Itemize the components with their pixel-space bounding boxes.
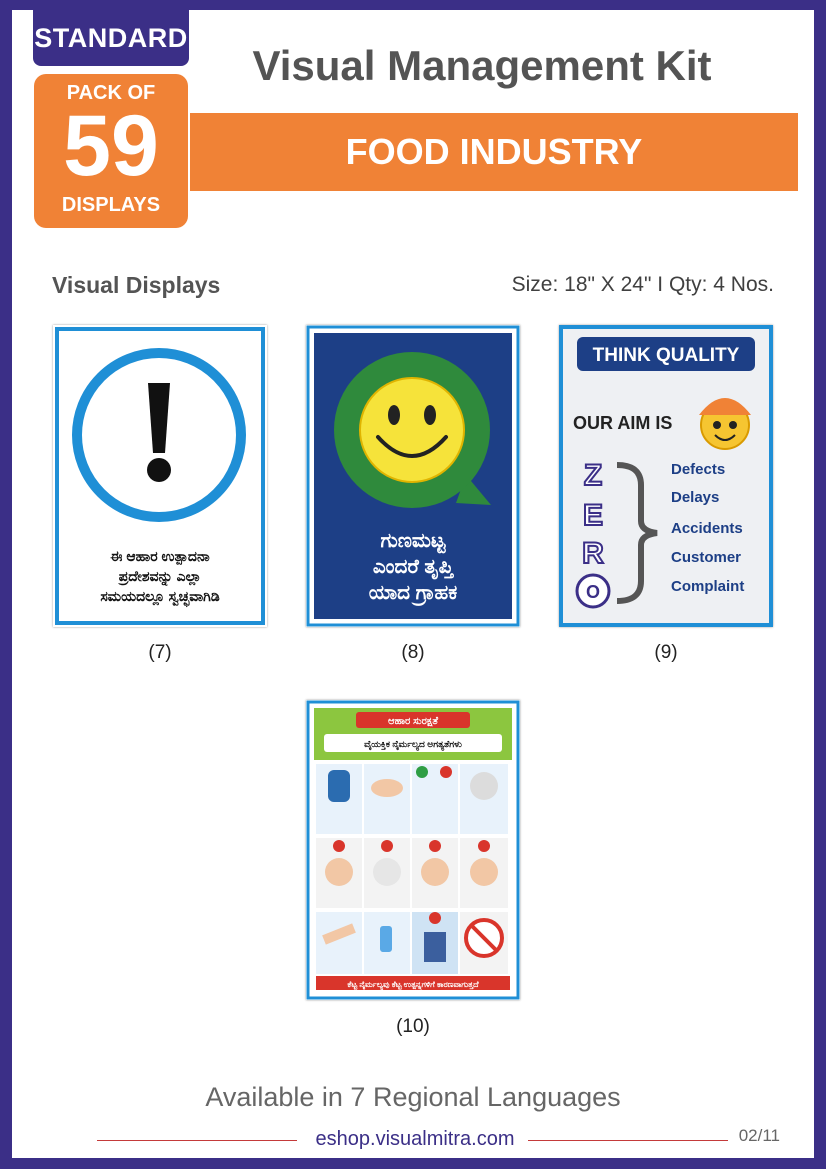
hygiene-grid [316, 764, 508, 974]
zero-letter-r: R [582, 537, 604, 570]
poster-10 [306, 700, 520, 1000]
poster-7-line-2: ಪ್ರದೇಶವನ್ನು ಎಲ್ಲಾ [118, 568, 202, 584]
poster-7-art [53, 325, 267, 627]
size-qty [512, 273, 774, 297]
poster-7-line-3: ಸಮಯದಲ್ಲೂ ಸ್ವಚ್ಛವಾಗಿಡಿ [100, 588, 220, 604]
footer-rule-right [528, 1140, 728, 1141]
size-value: 18" X 24" I Qty: [564, 273, 708, 296]
zero-letter-e: E [582, 499, 604, 532]
caption-10: (10) [396, 1016, 430, 1037]
pack-of-label: PACK OF [66, 82, 156, 104]
poster-9-item: Delays [671, 489, 720, 506]
section-label: Visual Displays [52, 272, 221, 298]
poster-8-line-2: ಎಂದರೆ ತೃಪ್ತಿ [372, 556, 454, 578]
poster-9-item: Accidents [671, 520, 743, 537]
caption-9: (9) [654, 642, 678, 663]
pack-badge [34, 74, 188, 228]
displays-label: DISPLAYS [61, 194, 161, 216]
standard-badge: STANDARD [33, 10, 189, 66]
smiley-icon [360, 378, 464, 482]
poster-10-subheading: ವೈಯಕ್ತಿಕ ನೈರ್ಮಲ್ಯದ ಅಗತ್ಯತೆಗಳು [364, 739, 462, 749]
poster-9-aim: OUR AIM IS [573, 413, 673, 433]
page-number: 02/11 [738, 1126, 780, 1145]
poster-7 [53, 325, 267, 627]
pack-count: 59 [63, 98, 159, 194]
industry-band: FOOD INDUSTRY [190, 113, 798, 191]
poster-9-item: Complaint [671, 578, 745, 595]
poster-9-item: Defects [671, 461, 726, 478]
footer-rule-left [97, 1140, 297, 1141]
poster-10-art [306, 700, 520, 1000]
poster-9-item: Customer [671, 549, 742, 566]
poster-10-footer: ಕೆಟ್ಟ ನೈರ್ಮಲ್ಯವು ಕೆಟ್ಟ ಉತ್ಪನ್ನಗಳಿಗೆ ಕಾರಣವಾಗುತ್ತದೆ [347, 980, 479, 989]
poster-9-heading: THINK QUALITY [592, 345, 740, 366]
poster-7-line-1: ಈ ಆಹಾರ ಉತ್ಪಾದನಾ [110, 548, 210, 564]
availability-note: Available in 7 Regional Languages [205, 1082, 621, 1112]
poster-9 [559, 325, 773, 627]
size-prefix: Size: [511, 273, 559, 296]
page [12, 10, 814, 1158]
page-title: Visual Management Kit [252, 42, 712, 89]
poster-8 [306, 325, 520, 627]
poster-10-heading: ಆಹಾರ ಸುರಕ್ಷತೆ [387, 716, 439, 727]
poster-8-line-1: ಗುಣಮಟ್ಟ [380, 530, 446, 552]
zero-letter-o: O [585, 582, 601, 602]
poster-9-art [559, 325, 773, 627]
caption-7: (7) [148, 642, 172, 663]
caption-8: (8) [401, 642, 425, 663]
website-link[interactable]: eshop.visualmitra.com [315, 1128, 515, 1150]
zero-letter-z: Z [583, 459, 603, 492]
poster-8-art [306, 325, 520, 627]
poster-8-line-3: ಯಾದ ಗ್ರಾಹಕ [368, 582, 458, 604]
qty-value: 4 Nos. [713, 273, 774, 296]
